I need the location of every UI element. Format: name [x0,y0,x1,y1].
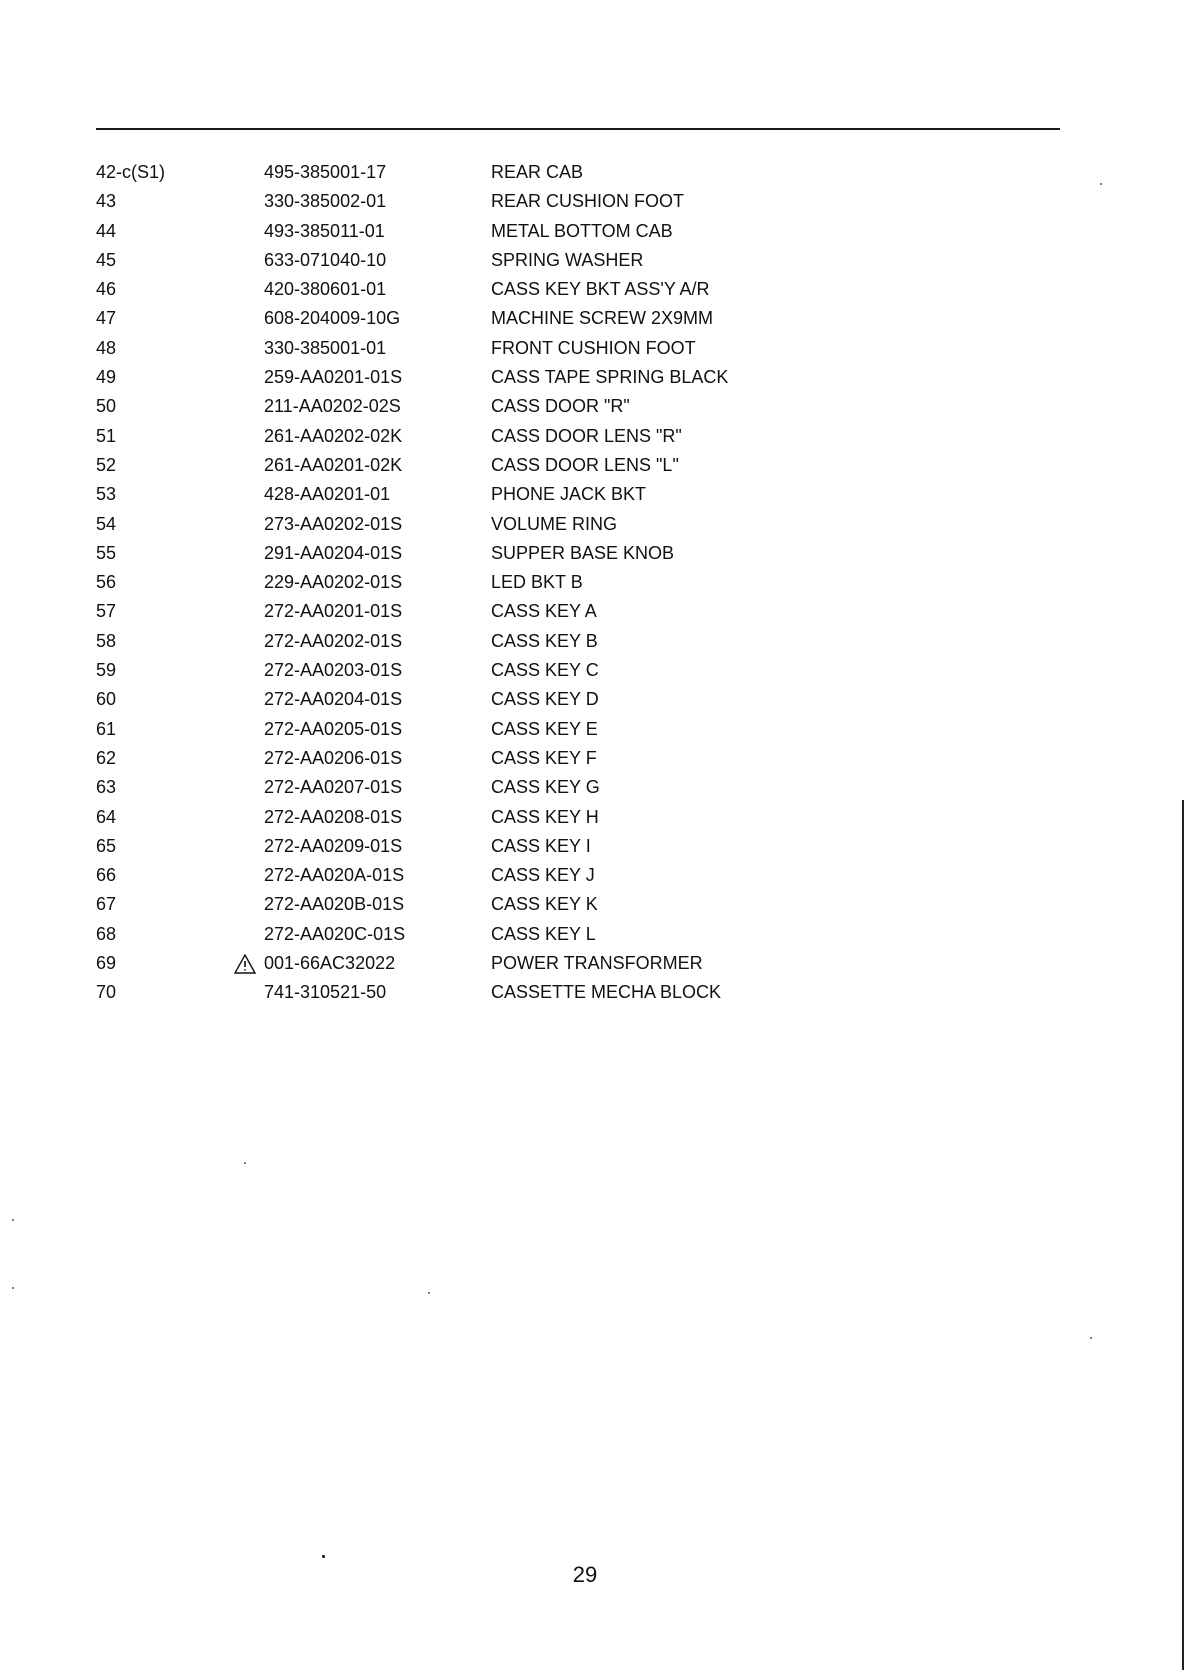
part-number [264,158,484,187]
ref-number: 65 [96,835,117,856]
part-description: REAR CUSHION FOOT [491,191,685,212]
parts-row [96,890,996,919]
part-number [264,773,484,802]
part-number-text: 493-385011-01 [264,220,385,241]
parts-row [96,422,996,451]
part-description: CASS KEY J [491,865,595,886]
parts-row [96,773,996,802]
part-description: MACHINE SCREW 2X9MM [491,308,714,329]
part-number [264,422,484,451]
ref-number: 50 [96,396,117,417]
part-description: CASS KEY F [491,747,597,768]
part-description: REAR CAB [491,162,584,182]
part-description: METAL BOTTOM CAB [491,220,673,241]
part-number-text: 272-AA0207-01S [264,777,403,798]
part-number [264,744,484,773]
ref-number: 66 [96,865,117,886]
ref-number: 58 [96,630,117,651]
ref-number: 62 [96,747,117,768]
ref-number: 47 [96,308,117,329]
part-number [264,832,484,861]
part-number-text: 495-385001-17 [264,162,387,182]
ref-number: 54 [96,513,117,534]
scan-speck [244,1162,246,1164]
ref-number: 61 [96,718,117,739]
part-number-text: 608-204009-10G [264,308,401,329]
ref-number: 53 [96,484,117,505]
scan-speck [322,1555,325,1558]
parts-row [96,158,996,187]
part-number-text: 273-AA0202-01S [264,513,403,534]
part-description: CASS KEY BKT ASS'Y A/R [491,279,710,300]
part-number-text: 001-66AC32022 [264,953,396,974]
part-description: CASS DOOR LENS "R" [491,425,682,446]
header-rule [96,128,1060,130]
part-number-text: 272-AA0201-01S [264,601,403,622]
parts-row [96,451,996,480]
parts-list [96,158,996,1008]
ref-number: 55 [96,542,117,563]
parts-row [96,480,996,509]
part-number [264,920,484,949]
scan-speck [12,1219,14,1221]
warning-triangle-icon [234,954,256,974]
scan-edge-line [1182,800,1184,1670]
part-number-text: 272-AA0209-01S [264,835,403,856]
parts-row [96,715,996,744]
parts-row [96,304,996,333]
scan-speck [1090,1337,1092,1339]
part-description: CASS KEY B [491,630,598,651]
part-number-text: 211-AA0202-02S [264,396,401,417]
part-description: SUPPER BASE KNOB [491,542,675,563]
parts-row [96,539,996,568]
part-number [264,451,484,480]
part-description: CASS KEY C [491,660,599,681]
part-description: CASS KEY L [491,923,596,944]
part-number-text: 272-AA020C-01S [264,923,406,944]
part-number-text: 272-AA0204-01S [264,689,403,710]
part-description: CASS KEY H [491,806,599,827]
part-number [264,187,484,216]
parts-row [96,363,996,392]
ref-number: 57 [96,601,117,622]
parts-row [96,568,996,597]
part-number [264,392,484,421]
parts-row [96,744,996,773]
part-number-text: 272-AA0203-01S [264,660,403,681]
parts-row [96,597,996,626]
parts-row [96,920,996,949]
part-number-text: 272-AA020A-01S [264,865,405,886]
part-description: CASS KEY D [491,689,599,710]
part-number-text: 261-AA0201-02K [264,454,403,475]
part-number-text: 330-385002-01 [264,191,387,212]
part-number [264,715,484,744]
part-number [264,568,484,597]
scan-speck [428,1292,430,1294]
part-number-text: 259-AA0201-01S [264,367,403,388]
part-number [264,597,484,626]
ref-number: 67 [96,894,117,915]
ref-number: 70 [96,982,117,1003]
part-description: CASS KEY I [491,835,591,856]
part-number [264,275,484,304]
ref-number: 43 [96,191,117,212]
part-number-text: 741-310521-50 [264,982,387,1003]
parts-row [96,275,996,304]
part-description: PHONE JACK BKT [491,484,647,505]
part-number-text: 272-AA0202-01S [264,630,403,651]
part-number [264,510,484,539]
part-description: LED BKT B [491,572,583,593]
part-number-text: 261-AA0202-02K [264,425,403,446]
scan-speck [12,1287,14,1289]
parts-row [96,861,996,890]
part-number-text: 420-380601-01 [264,279,387,300]
part-number-text: 291-AA0204-01S [264,542,403,563]
ref-number: 44 [96,220,117,241]
part-number-text: 272-AA0205-01S [264,718,403,739]
ref-number: 59 [96,660,117,681]
part-number [264,656,484,685]
part-number [264,480,484,509]
part-number [264,685,484,714]
parts-row [96,949,996,978]
ref-number: 45 [96,249,117,270]
ref-number: 60 [96,689,117,710]
part-number [264,890,484,919]
parts-row [96,187,996,216]
ref-number: 46 [96,279,117,300]
part-number [264,363,484,392]
part-number [264,803,484,832]
part-description: FRONT CUSHION FOOT [491,337,696,358]
part-number-text: 272-AA0206-01S [264,747,403,768]
parts-row [96,803,996,832]
part-number [264,627,484,656]
parts-row [96,510,996,539]
part-description: CASS DOOR LENS "L" [491,454,679,475]
part-number [264,949,484,978]
part-number-text: 428-AA0201-01 [264,484,391,505]
scan-speck [1100,183,1102,185]
parts-row [96,392,996,421]
part-description: CASS KEY G [491,777,600,798]
parts-row [96,627,996,656]
part-number-text: 229-AA0202-01S [264,572,403,593]
ref-number: 42-c(S1) [96,162,166,182]
parts-row [96,685,996,714]
ref-number: 64 [96,806,117,827]
part-number-text: 633-071040-10 [264,249,387,270]
parts-row [96,246,996,275]
part-description: POWER TRANSFORMER [491,953,703,974]
ref-number: 63 [96,777,117,798]
part-description: CASSETTE MECHA BLOCK [491,982,722,1003]
part-number [264,217,484,246]
parts-row [96,656,996,685]
parts-row [96,217,996,246]
part-description: VOLUME RING [491,513,618,534]
page-number: 29 [572,1562,598,1587]
parts-row [96,978,996,1007]
part-number [264,861,484,890]
part-number [264,246,484,275]
ref-number: 52 [96,454,117,475]
ref-number: 68 [96,923,117,944]
ref-number: 49 [96,367,117,388]
part-description: CASS KEY E [491,718,598,739]
parts-row [96,334,996,363]
part-description: CASS KEY A [491,601,597,622]
part-description: CASS KEY K [491,894,598,915]
parts-row [96,832,996,861]
part-number-text: 330-385001-01 [264,337,387,358]
part-number [264,304,484,333]
ref-number: 56 [96,572,117,593]
part-number [264,539,484,568]
part-description: SPRING WASHER [491,249,644,270]
ref-number: 48 [96,337,117,358]
part-number [264,334,484,363]
part-number [264,978,484,1007]
ref-number: 69 [96,953,117,974]
ref-number: 51 [96,425,117,446]
part-description: CASS DOOR "R" [491,396,630,417]
part-number-text: 272-AA0208-01S [264,806,403,827]
part-number-text: 272-AA020B-01S [264,894,405,915]
part-description: CASS TAPE SPRING BLACK [491,367,729,388]
